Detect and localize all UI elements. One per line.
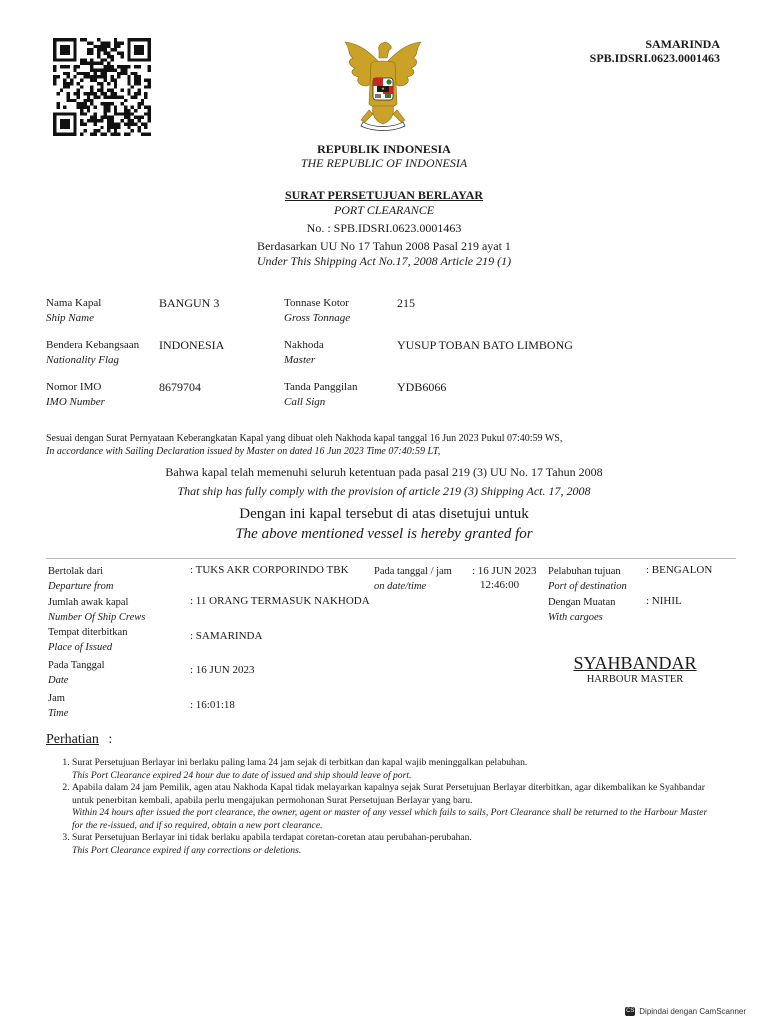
notes-heading bbox=[46, 732, 112, 748]
note-item bbox=[72, 832, 708, 857]
cargo-value: : NIHIL bbox=[646, 595, 682, 607]
cargo-label-en: With cargoes bbox=[548, 612, 603, 623]
time-label-en: Time bbox=[48, 708, 69, 719]
compliance-text-en: That ship has fully comply with the provision of article 219 (3) Shipping Act. 17, 2008 bbox=[177, 484, 591, 498]
gross-tonnage-label-id: Tonnase Kotor bbox=[284, 297, 349, 309]
destination-value: : BENGALON bbox=[646, 564, 713, 576]
date-label-id: Pada Tanggal bbox=[48, 660, 105, 671]
gross-tonnage-label-en: Gross Tonnage bbox=[284, 312, 351, 324]
callsign-value: YDB6066 bbox=[397, 380, 447, 394]
note-text-en: This Port Clearance expired 24 hour due to date of issued and ship should leave of port. bbox=[72, 769, 412, 781]
legal-basis: Berdasarkan UU No 17 Tahun 2008 Pasal 219 ayat 1 bbox=[257, 239, 511, 253]
time-label bbox=[48, 691, 68, 721]
time-value: : 16:01:18 bbox=[190, 699, 235, 711]
legal-basis-en: Under This Shipping Act No.17, 2008 Article 219 (1) bbox=[256, 254, 512, 268]
master-label bbox=[284, 338, 324, 368]
date-value: : 16 JUN 2023 bbox=[190, 664, 255, 676]
place-label-id: Tempat diterbitkan bbox=[48, 627, 128, 638]
ondate-value: : 16 JUN 2023 bbox=[472, 565, 537, 577]
destination-label bbox=[548, 564, 627, 594]
notes-heading-text: Perhatian bbox=[46, 732, 99, 747]
ontime-value: 12:46:00 bbox=[480, 579, 520, 591]
imo-value: 8679704 bbox=[159, 380, 201, 394]
place-value: : SAMARINDA bbox=[190, 630, 263, 642]
master-label-id: Nakhoda bbox=[284, 339, 324, 351]
destination-label-id: Pelabuhan tujuan bbox=[548, 566, 621, 577]
crew-label-id: Jumlah awak kapal bbox=[48, 597, 129, 608]
camscanner-icon: CS bbox=[626, 1008, 635, 1014]
grant-text: Dengan ini kapal tersebut di atas disetujui untuk bbox=[239, 506, 529, 522]
declaration-text: Sesuai dengan Surat Pernyataan Keberangkatan Kapal yang dibuat oleh Nakhoda kapal tanggal 16 Jun 2023 Pukul 07:40:59 WS, bbox=[46, 433, 563, 444]
time-label-id: Jam bbox=[48, 693, 65, 704]
flag-value: INDONESIA bbox=[159, 338, 225, 352]
document-number: No. : SPB.IDSRI.0623.0001463 bbox=[306, 221, 462, 235]
camscanner-watermark bbox=[625, 1007, 746, 1016]
master-value: YUSUP TOBAN BATO LIMBONG bbox=[397, 338, 573, 352]
compliance-text: Bahwa kapal telah memenuhi seluruh ketentuan pada pasal 219 (3) UU No. 17 Tahun 2008 bbox=[165, 465, 603, 479]
country-name-en: THE REPUBLIC OF INDONESIA bbox=[300, 156, 468, 170]
crew-label bbox=[48, 595, 145, 625]
header-code-block bbox=[590, 37, 720, 65]
document-title-en: PORT CLEARANCE bbox=[333, 203, 435, 217]
master-label-en: Master bbox=[284, 354, 316, 366]
gross-tonnage-label bbox=[284, 296, 350, 326]
note-item bbox=[72, 757, 708, 782]
country-name: REPUBLIK INDONESIA bbox=[317, 142, 451, 156]
qr-code bbox=[50, 38, 154, 136]
note-text: 1. Surat Persetujuan Berlayar ini berlaku paling lama 24 jam sejak di terbitkan dan kapal wajib meninggalkan pelabuhan. bbox=[72, 757, 528, 768]
callsign-label-id: Tanda Panggilan bbox=[284, 381, 358, 393]
ship-name-label bbox=[46, 296, 101, 326]
date-label-en: Date bbox=[48, 675, 69, 686]
note-text-en: This Port Clearance expired if any corrections or deletions. bbox=[72, 844, 302, 856]
note-text-en: Within 24 hours after issued the port clearance, the owner, agent or master of any vessel which fails to sails, Port Clearance shall be returned to the Harbour Master for the re-issued, and if so required, obtain a new port clearance. bbox=[72, 807, 708, 831]
ship-name-label-id: Nama Kapal bbox=[46, 297, 102, 309]
destination-label-en: Port of destination bbox=[548, 581, 627, 592]
imo-label-en: IMO Number bbox=[46, 396, 105, 408]
ondate-label-id: Pada tanggal / jam bbox=[374, 566, 452, 577]
ship-name-label-en: Ship Name bbox=[46, 312, 94, 324]
declaration-text-en: In accordance with Sailing Declaration issued by Master on dated 16 Jun 2023 Time 07:40:59 LT, bbox=[46, 446, 441, 457]
ondate-value-block bbox=[472, 564, 536, 592]
departure-value: : TUKS AKR CORPORINDO TBK bbox=[190, 564, 349, 576]
signature-title: SYAHBANDAR bbox=[573, 653, 697, 673]
header-city: SAMARINDA bbox=[645, 37, 720, 51]
cargo-label-id: Dengan Muatan bbox=[548, 597, 616, 608]
flag-label-en: Nationality Flag bbox=[46, 354, 120, 366]
voyage-divider bbox=[46, 558, 736, 559]
ship-name-value: BANGUN 3 bbox=[159, 296, 220, 310]
note-text: 3. Surat Persetujuan Berlayar ini tidak berlaku apabila terdapat coretan-coretan atau perubahan-perubahan. bbox=[72, 832, 472, 843]
document-title: SURAT PERSETUJUAN BERLAYAR bbox=[284, 188, 484, 202]
imo-label bbox=[46, 380, 105, 410]
grant-text-en: The above mentioned vessel is hereby granted for bbox=[235, 526, 533, 542]
note-item bbox=[72, 782, 708, 832]
ondate-label bbox=[374, 564, 452, 594]
departure-label-id: Bertolak dari bbox=[48, 566, 104, 577]
camscanner-text: Dipindai dengan CamScanner bbox=[639, 1007, 746, 1016]
crew-label-en: Number Of Ship Crews bbox=[48, 612, 146, 623]
notes-heading-colon: : bbox=[108, 732, 113, 747]
place-label bbox=[48, 625, 127, 655]
signature-block bbox=[560, 653, 710, 686]
header-doc-code: SPB.IDSRI.0623.0001463 bbox=[589, 51, 720, 65]
garuda-emblem-icon bbox=[333, 36, 433, 136]
crew-value: : 11 ORANG TERMASUK NAKHODA bbox=[190, 595, 370, 607]
imo-label-id: Nomor IMO bbox=[46, 381, 102, 393]
callsign-label bbox=[284, 380, 357, 410]
signature-title-en: HARBOUR MASTER bbox=[586, 674, 684, 685]
place-label-en: Place of Issued bbox=[48, 642, 113, 653]
note-text: 2. Apabila dalam 24 jam Pemilik, agen atau Nakhoda Kapal tidak melayarkan kapalnya sejak Surat Persetujuan Berlayar diterbitkan, agar dikembalikan ke Syahbandar untuk penerbitan kembali, apabila perlu mengajukan permohonan Surat Persetujuan Berlayar yang baru. bbox=[72, 782, 705, 806]
flag-label bbox=[46, 338, 139, 368]
callsign-label-en: Call Sign bbox=[284, 396, 326, 408]
gross-tonnage-value: 215 bbox=[397, 296, 415, 310]
cargo-label bbox=[548, 595, 615, 625]
departure-label bbox=[48, 564, 113, 594]
ondate-label-en: on date/time bbox=[374, 581, 427, 592]
notes-list bbox=[52, 757, 708, 857]
flag-label-id: Bendera Kebangsaan bbox=[46, 339, 140, 351]
departure-label-en: Departure from bbox=[48, 581, 114, 592]
date-label bbox=[48, 658, 105, 688]
